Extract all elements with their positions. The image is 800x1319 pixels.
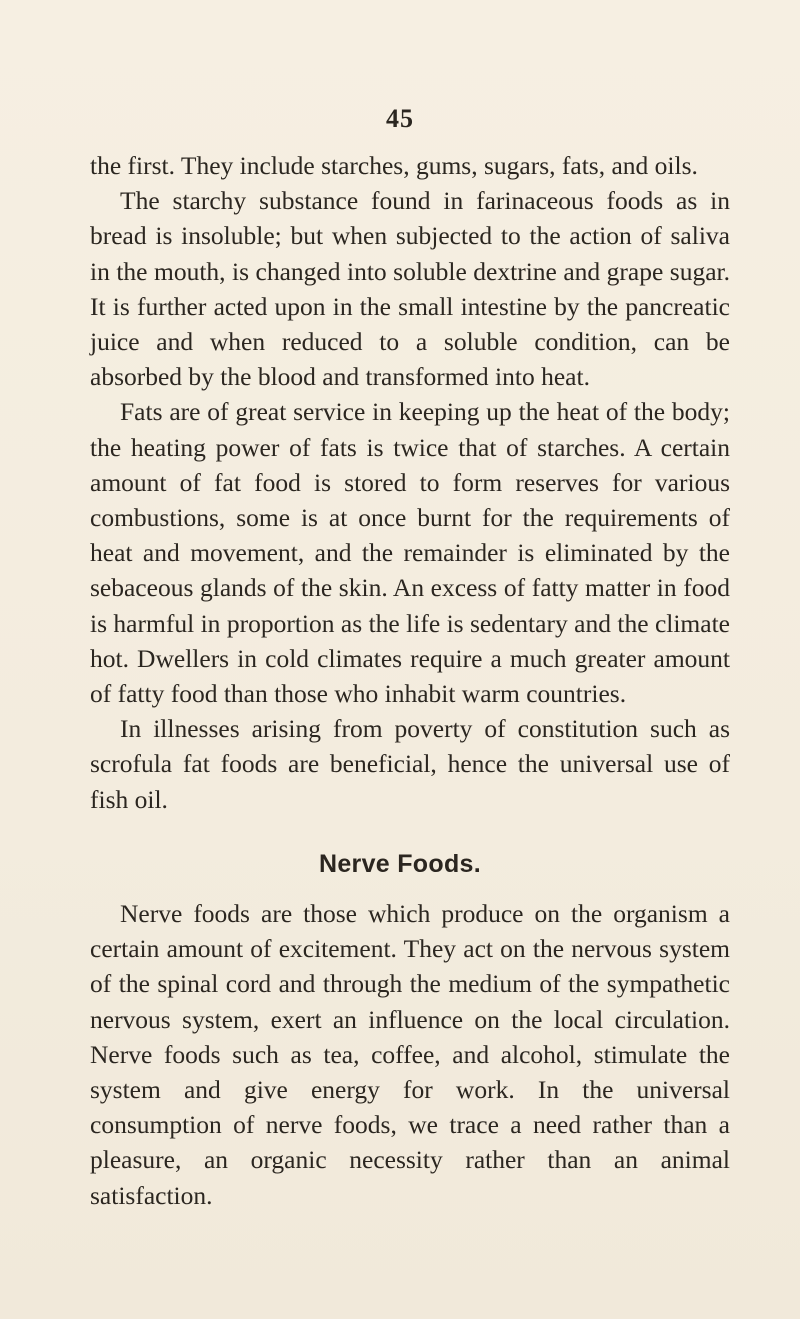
section-heading: Nerve Foods. — [319, 850, 481, 878]
paragraph-illnesses: In illnesses arising from poverty of constitution such as scrofula fat foods are beneficial, hence the universal use of fish oil. — [90, 714, 730, 814]
paragraph-nerve-foods: Nerve foods are those which produce on the organism a certain amount of excitement. They act on the nervous system of the spinal cord and through the medium of the sympathetic nervous system, exert an influence on the local circulation. Nerve foods such as tea, coffee, and alcohol, stimulate the system and give energy for work. In the universal consumption of nerve foods, we trace a need rather than a pleasure, an organic necessity rather than an animal satisfaction. — [90, 899, 730, 1210]
paragraph-starch: The starchy substance found in farinaceous foods as in bread is insoluble; but when subjected to the action of saliva in the mouth, is changed into soluble dextrine and grape sugar. It is further acted upon in the small intestine by the pancreatic juice and when reduced to a soluble condition, can be absorbed by the blood and transformed into heat. — [90, 186, 730, 392]
page-number: 45 — [386, 104, 414, 133]
paragraph-fats: Fats are of great service in keeping up the heat of the body; the heating power of fats is twice that of starches. A certain amount of fat food is stored to form reserves for various combustions, some is at once burnt for the requirements of heat and movement, and the remainder is eliminated by the sebaceous glands of the skin. An excess of fatty matter in food is harmful in proportion as the life is sedentary and the climate hot. Dwellers in cold climates require a much greater amount of fatty food than those who inhabit warm countries. — [90, 397, 730, 709]
text-block-bottom — [90, 896, 730, 1213]
paragraph-continuation: the first. They include starches, gums, sugars, fats, and oils. — [90, 151, 698, 180]
text-block-top — [90, 148, 730, 817]
